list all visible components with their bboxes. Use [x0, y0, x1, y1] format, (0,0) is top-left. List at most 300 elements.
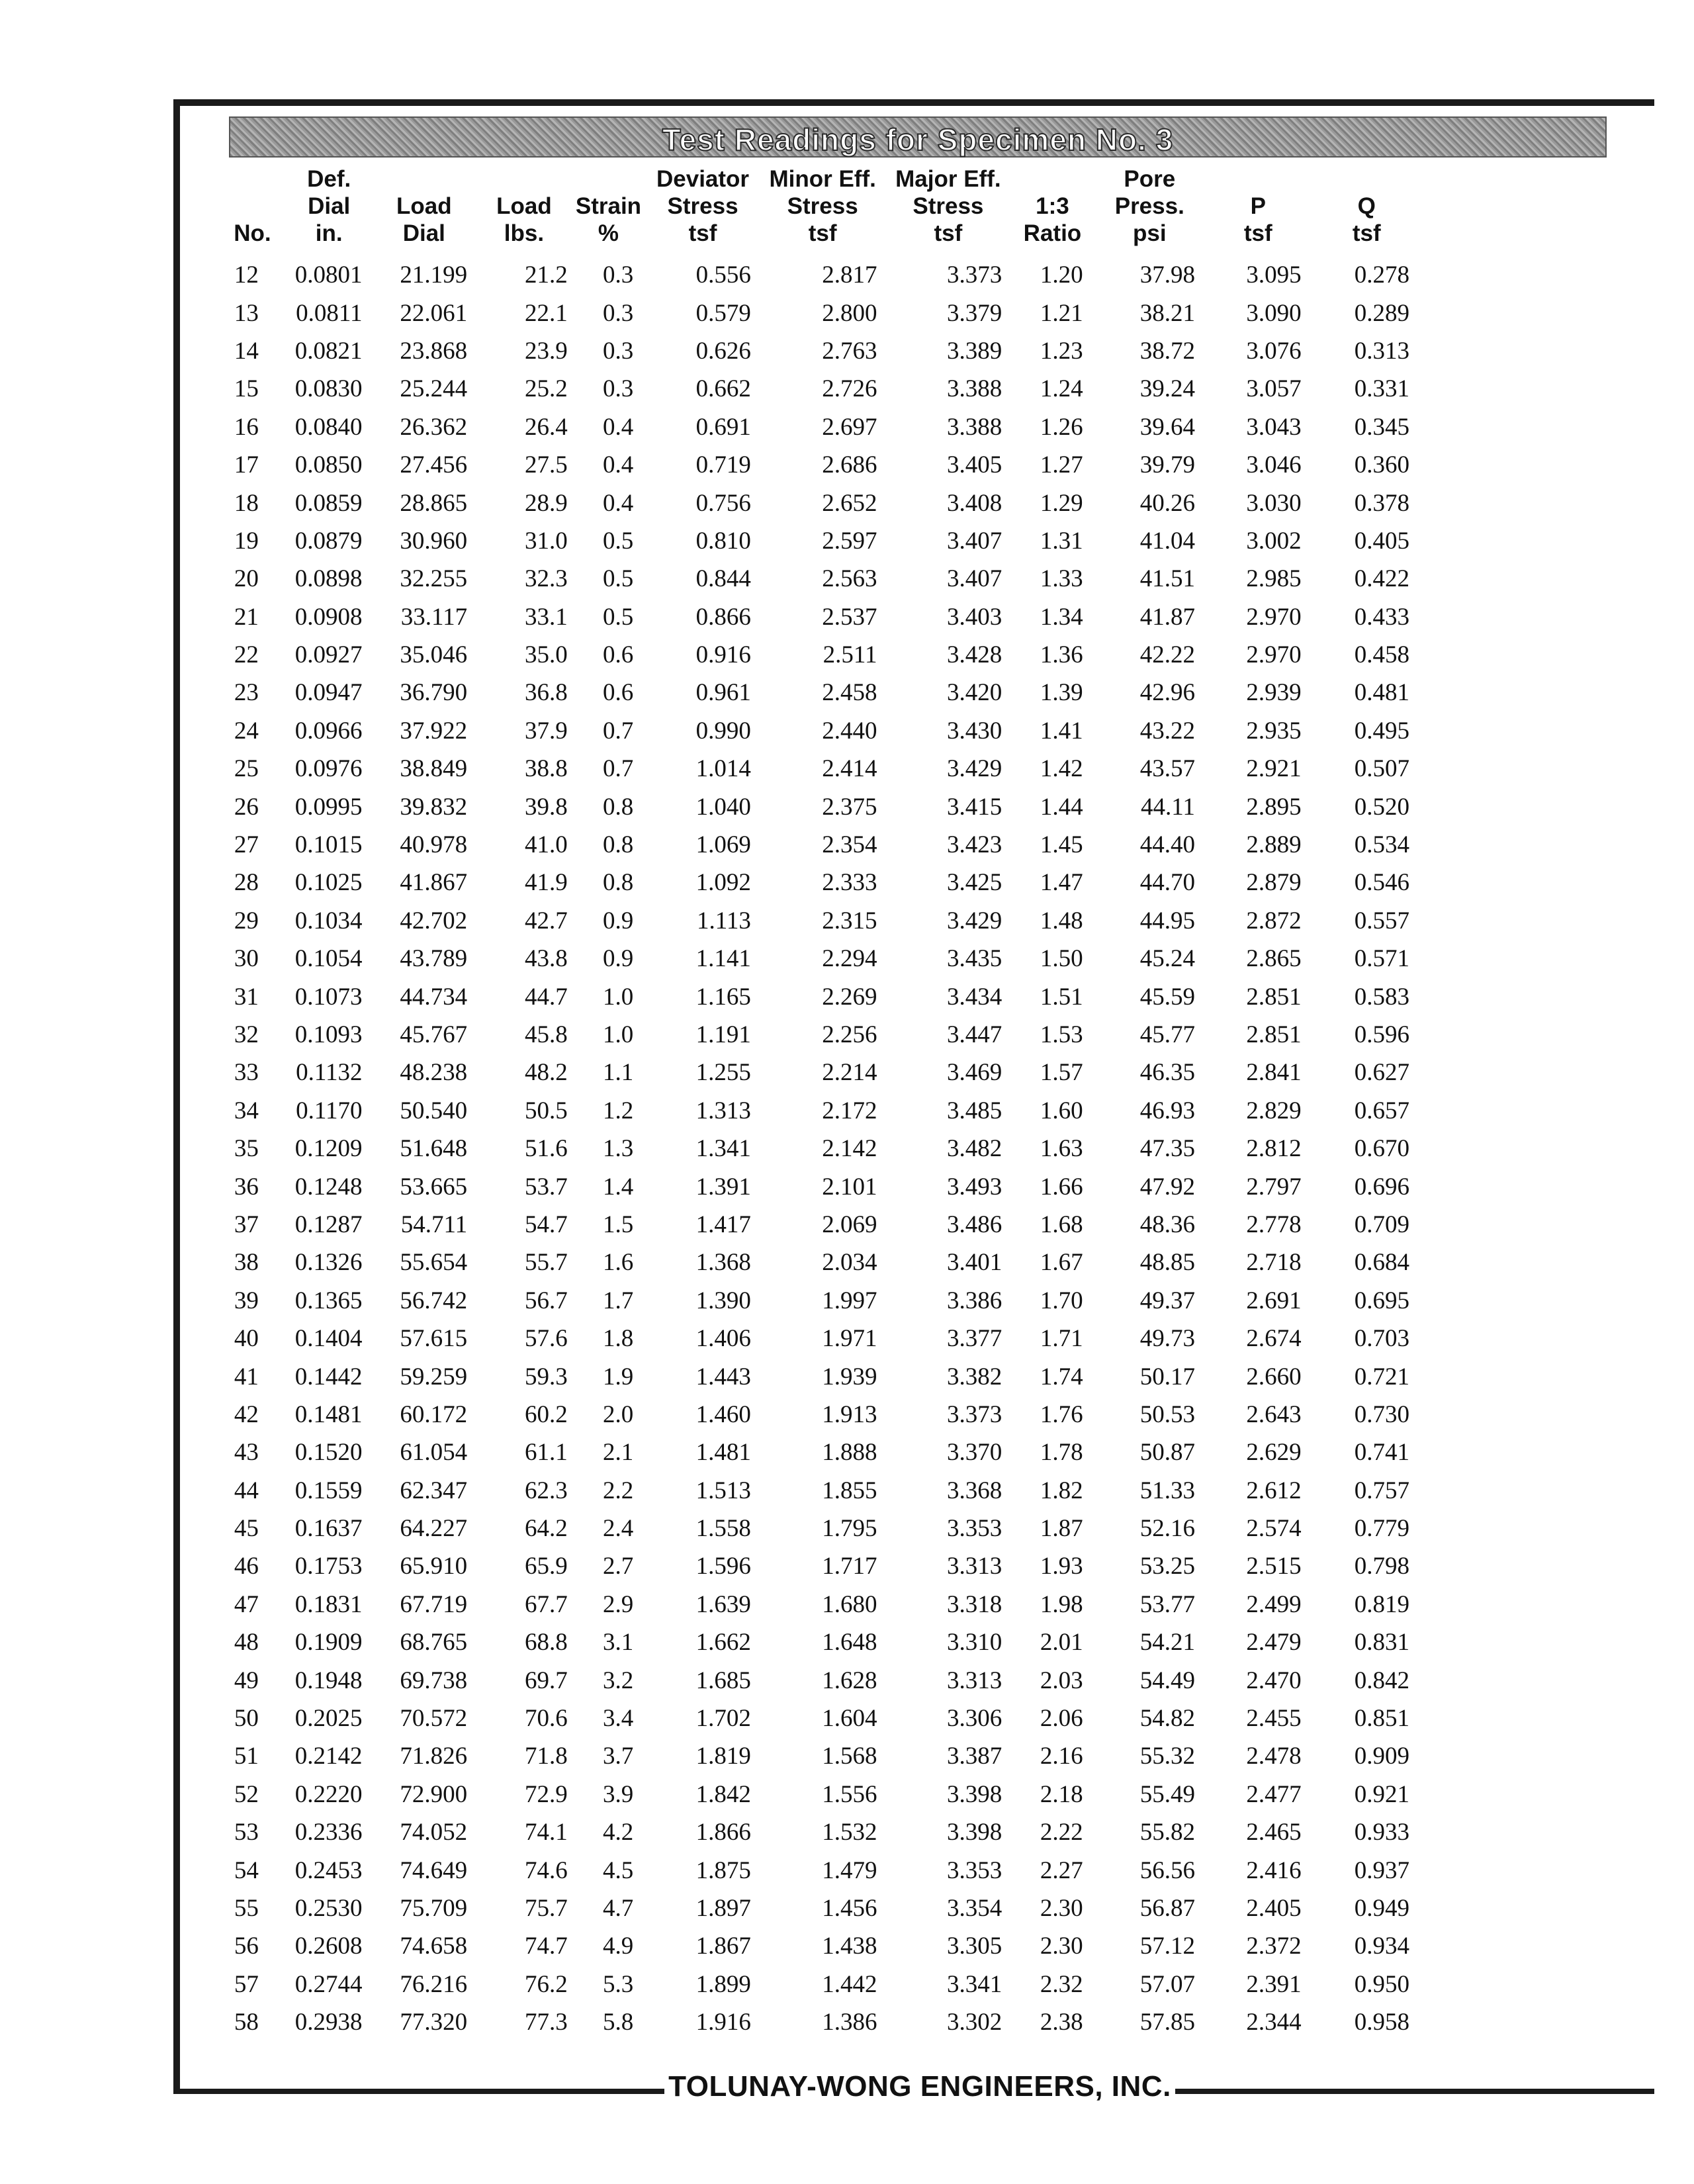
table-header-row: [218, 165, 1423, 256]
cell-strain: 2.1: [602, 1439, 634, 1467]
cell-deviator-stress: 0.990: [695, 717, 751, 745]
cell-load-lbs: 54.7: [525, 1210, 568, 1238]
cell-deviator-stress: 1.867: [695, 1933, 751, 1960]
cell-q: 0.741: [1354, 1439, 1409, 1467]
cell-minor-eff-stress: 2.034: [822, 1249, 877, 1277]
cell-major-eff-stress: 3.387: [947, 1743, 1003, 1770]
cell-pore-press: 50.87: [1139, 1439, 1195, 1467]
cell-ratio: 1.31: [1040, 527, 1083, 555]
cell-pore-press: 53.77: [1139, 1590, 1195, 1618]
table-row: [218, 1472, 1423, 1510]
table-row: [218, 408, 1423, 446]
cell-no: 48: [234, 1629, 259, 1657]
table-row: [218, 1016, 1423, 1054]
cell-strain: 1.1: [602, 1059, 634, 1087]
cell-load-lbs: 60.2: [525, 1400, 568, 1428]
cell-load-dial: 21.199: [400, 261, 468, 289]
cell-p: 2.935: [1246, 717, 1302, 745]
cell-load-lbs: 44.7: [525, 983, 568, 1011]
cell-p: 2.851: [1246, 1021, 1302, 1048]
cell-minor-eff-stress: 2.172: [822, 1097, 877, 1124]
cell-def-dial: 0.1054: [294, 945, 363, 973]
cell-ratio: 2.01: [1040, 1629, 1083, 1657]
cell-p: 2.499: [1246, 1590, 1302, 1618]
cell-ratio: 1.27: [1040, 451, 1083, 479]
cell-q: 0.458: [1354, 641, 1409, 669]
cell-load-lbs: 70.6: [525, 1705, 568, 1733]
cell-strain: 0.3: [602, 375, 634, 403]
cell-def-dial: 0.0898: [294, 565, 363, 593]
cell-def-dial: 0.1015: [294, 831, 363, 859]
cell-pore-press: 41.04: [1139, 527, 1195, 555]
table-row: [218, 1167, 1423, 1205]
cell-load-lbs: 74.1: [525, 1819, 568, 1846]
cell-major-eff-stress: 3.430: [947, 717, 1003, 745]
cell-def-dial: 0.1365: [294, 1287, 363, 1314]
cell-load-dial: 48.238: [400, 1059, 468, 1087]
cell-major-eff-stress: 3.389: [947, 337, 1003, 365]
cell-minor-eff-stress: 2.269: [822, 983, 877, 1011]
cell-major-eff-stress: 3.408: [947, 489, 1003, 517]
cell-pore-press: 47.35: [1139, 1135, 1195, 1163]
cell-strain: 1.5: [602, 1210, 634, 1238]
cell-major-eff-stress: 3.428: [947, 641, 1003, 669]
table-row: [218, 902, 1423, 940]
cell-p: 2.416: [1246, 1856, 1302, 1884]
cell-def-dial: 0.1831: [294, 1590, 363, 1618]
cell-load-dial: 70.572: [400, 1705, 468, 1733]
column-header-ratio: 1:3 Ratio: [1023, 193, 1082, 246]
banner-title: Test Readings for Specimen No. 3: [662, 122, 1174, 157]
cell-load-lbs: 38.8: [525, 755, 568, 783]
cell-q: 0.949: [1354, 1894, 1409, 1922]
cell-no: 23: [234, 679, 259, 707]
cell-minor-eff-stress: 1.442: [822, 1970, 877, 1998]
table-row: [218, 1092, 1423, 1130]
cell-strain: 2.4: [602, 1515, 634, 1543]
cell-major-eff-stress: 3.313: [947, 1553, 1003, 1580]
cell-p: 2.465: [1246, 1819, 1302, 1846]
cell-strain: 1.0: [602, 983, 634, 1011]
cell-major-eff-stress: 3.423: [947, 831, 1003, 859]
cell-load-dial: 54.711: [400, 1210, 468, 1238]
cell-no: 51: [234, 1743, 259, 1770]
cell-load-lbs: 43.8: [525, 945, 568, 973]
cell-p: 2.391: [1246, 1970, 1302, 1998]
cell-pore-press: 41.51: [1139, 565, 1195, 593]
cell-def-dial: 0.0995: [294, 793, 363, 821]
cell-strain: 0.4: [602, 451, 634, 479]
cell-major-eff-stress: 3.447: [947, 1021, 1003, 1048]
cell-ratio: 1.60: [1040, 1097, 1083, 1124]
cell-deviator-stress: 1.040: [695, 793, 751, 821]
cell-load-dial: 27.456: [400, 451, 468, 479]
cell-q: 0.360: [1354, 451, 1409, 479]
cell-deviator-stress: 1.460: [695, 1400, 751, 1428]
cell-pore-press: 40.26: [1139, 489, 1195, 517]
cell-deviator-stress: 1.313: [695, 1097, 751, 1124]
cell-no: 20: [234, 565, 259, 593]
cell-load-lbs: 41.9: [525, 869, 568, 897]
column-header-p: P tsf: [1243, 193, 1272, 246]
cell-q: 0.709: [1354, 1210, 1409, 1238]
cell-def-dial: 0.1209: [294, 1135, 363, 1163]
cell-pore-press: 55.49: [1139, 1780, 1195, 1808]
table-row: [218, 864, 1423, 901]
cell-strain: 0.5: [602, 603, 634, 631]
cell-load-lbs: 57.6: [525, 1325, 568, 1353]
cell-no: 14: [234, 337, 259, 365]
column-header-pore-press: Pore Press. psi: [1114, 166, 1184, 246]
cell-q: 0.278: [1354, 261, 1409, 289]
cell-ratio: 1.66: [1040, 1173, 1083, 1201]
cell-load-dial: 62.347: [400, 1477, 468, 1504]
cell-pore-press: 57.85: [1139, 2009, 1195, 2036]
table-row: [218, 1054, 1423, 1091]
cell-q: 0.757: [1354, 1477, 1409, 1504]
cell-deviator-stress: 1.558: [695, 1515, 751, 1543]
cell-strain: 2.7: [602, 1553, 634, 1580]
cell-pore-press: 41.87: [1139, 603, 1195, 631]
cell-pore-press: 48.85: [1139, 1249, 1195, 1277]
table-row: [218, 1700, 1423, 1737]
cell-strain: 2.0: [602, 1400, 634, 1428]
cell-minor-eff-stress: 2.537: [822, 603, 877, 631]
cell-q: 0.684: [1354, 1249, 1409, 1277]
cell-strain: 2.2: [602, 1477, 634, 1504]
cell-load-dial: 38.849: [400, 755, 468, 783]
cell-no: 12: [234, 261, 259, 289]
cell-strain: 3.9: [602, 1780, 634, 1808]
cell-p: 2.851: [1246, 983, 1302, 1011]
cell-no: 52: [234, 1780, 259, 1808]
cell-minor-eff-stress: 2.414: [822, 755, 877, 783]
cell-major-eff-stress: 3.415: [947, 793, 1003, 821]
cell-deviator-stress: 0.579: [695, 299, 751, 327]
cell-load-dial: 26.362: [400, 413, 468, 441]
cell-load-lbs: 69.7: [525, 1666, 568, 1694]
cell-load-dial: 53.665: [400, 1173, 468, 1201]
cell-pore-press: 43.22: [1139, 717, 1195, 745]
cell-no: 50: [234, 1705, 259, 1733]
cell-def-dial: 0.0927: [294, 641, 363, 669]
cell-strain: 0.5: [602, 527, 634, 555]
cell-minor-eff-stress: 1.795: [822, 1515, 877, 1543]
cell-load-lbs: 61.1: [525, 1439, 568, 1467]
cell-pore-press: 57.12: [1139, 1933, 1195, 1960]
cell-minor-eff-stress: 1.532: [822, 1819, 877, 1846]
cell-minor-eff-stress: 2.458: [822, 679, 877, 707]
cell-def-dial: 0.1442: [294, 1363, 363, 1390]
cell-minor-eff-stress: 2.686: [822, 451, 877, 479]
cell-def-dial: 0.1326: [294, 1249, 363, 1277]
cell-def-dial: 0.1287: [294, 1210, 363, 1238]
cell-major-eff-stress: 3.403: [947, 603, 1003, 631]
cell-no: 33: [234, 1059, 259, 1087]
cell-load-dial: 28.865: [400, 489, 468, 517]
cell-major-eff-stress: 3.353: [947, 1515, 1003, 1543]
cell-minor-eff-stress: 1.648: [822, 1629, 877, 1657]
cell-load-dial: 22.061: [400, 299, 468, 327]
cell-pore-press: 39.64: [1139, 413, 1195, 441]
cell-minor-eff-stress: 1.628: [822, 1666, 877, 1694]
frame-top-rule: [173, 99, 1654, 106]
cell-major-eff-stress: 3.485: [947, 1097, 1003, 1124]
cell-p: 2.778: [1246, 1210, 1302, 1238]
cell-minor-eff-stress: 1.604: [822, 1705, 877, 1733]
cell-deviator-stress: 1.014: [695, 755, 751, 783]
cell-major-eff-stress: 3.482: [947, 1135, 1003, 1163]
cell-strain: 1.9: [602, 1363, 634, 1390]
cell-load-lbs: 62.3: [525, 1477, 568, 1504]
cell-deviator-stress: 1.702: [695, 1705, 751, 1733]
cell-p: 3.002: [1246, 527, 1302, 555]
cell-minor-eff-stress: 1.568: [822, 1743, 877, 1770]
cell-strain: 2.9: [602, 1590, 634, 1618]
cell-no: 35: [234, 1135, 259, 1163]
cell-load-lbs: 45.8: [525, 1021, 568, 1048]
cell-load-lbs: 53.7: [525, 1173, 568, 1201]
cell-minor-eff-stress: 2.214: [822, 1059, 877, 1087]
cell-def-dial: 0.0821: [294, 337, 363, 365]
cell-strain: 1.8: [602, 1325, 634, 1353]
cell-pore-press: 39.24: [1139, 375, 1195, 403]
cell-q: 0.703: [1354, 1325, 1409, 1353]
footer-company-name: TOLUNAY-WONG ENGINEERS, INC.: [668, 2070, 1171, 2103]
cell-pore-press: 38.72: [1139, 337, 1195, 365]
cell-pore-press: 42.96: [1139, 679, 1195, 707]
cell-pore-press: 42.22: [1139, 641, 1195, 669]
cell-ratio: 1.26: [1040, 413, 1083, 441]
cell-q: 0.958: [1354, 2009, 1409, 2036]
cell-minor-eff-stress: 2.597: [822, 527, 877, 555]
cell-load-lbs: 51.6: [525, 1135, 568, 1163]
cell-major-eff-stress: 3.302: [947, 2009, 1003, 2036]
cell-major-eff-stress: 3.425: [947, 869, 1003, 897]
cell-no: 47: [234, 1590, 259, 1618]
cell-no: 27: [234, 831, 259, 859]
cell-def-dial: 0.1909: [294, 1629, 363, 1657]
cell-def-dial: 0.1481: [294, 1400, 363, 1428]
cell-q: 0.557: [1354, 907, 1409, 934]
cell-def-dial: 0.1025: [294, 869, 363, 897]
cell-def-dial: 0.2025: [294, 1705, 363, 1733]
table-row: [218, 1889, 1423, 1927]
cell-strain: 0.8: [602, 831, 634, 859]
cell-major-eff-stress: 3.493: [947, 1173, 1003, 1201]
cell-def-dial: 0.2744: [294, 1970, 363, 1998]
cell-def-dial: 0.2608: [294, 1933, 363, 1960]
cell-no: 17: [234, 451, 259, 479]
cell-minor-eff-stress: 2.142: [822, 1135, 877, 1163]
cell-minor-eff-stress: 2.294: [822, 945, 877, 973]
cell-deviator-stress: 1.596: [695, 1553, 751, 1580]
cell-ratio: 2.18: [1040, 1780, 1083, 1808]
cell-deviator-stress: 1.113: [696, 907, 751, 934]
cell-q: 0.313: [1354, 337, 1409, 365]
cell-deviator-stress: 0.961: [695, 679, 751, 707]
cell-strain: 1.6: [602, 1249, 634, 1277]
cell-p: 3.095: [1246, 261, 1302, 289]
column-header-deviator-stress: Deviator Stress tsf: [656, 166, 750, 246]
cell-major-eff-stress: 3.420: [947, 679, 1003, 707]
table-row: [218, 788, 1423, 825]
cell-ratio: 1.21: [1040, 299, 1083, 327]
cell-no: 22: [234, 641, 259, 669]
cell-load-dial: 37.922: [400, 717, 468, 745]
column-header-load-dial: Load Dial: [396, 193, 452, 246]
cell-major-eff-stress: 3.341: [947, 1970, 1003, 1998]
cell-q: 0.596: [1354, 1021, 1409, 1048]
table-row: [218, 1661, 1423, 1699]
cell-major-eff-stress: 3.313: [947, 1666, 1003, 1694]
column-header-major-eff-stress: Major Eff. Stress tsf: [895, 166, 1001, 246]
cell-p: 2.574: [1246, 1515, 1302, 1543]
cell-deviator-stress: 1.639: [695, 1590, 751, 1618]
cell-load-dial: 44.734: [400, 983, 468, 1011]
cell-load-lbs: 76.2: [525, 1970, 568, 1998]
cell-load-lbs: 74.7: [525, 1933, 568, 1960]
cell-def-dial: 0.2220: [294, 1780, 363, 1808]
cell-q: 0.481: [1354, 679, 1409, 707]
cell-q: 0.495: [1354, 717, 1409, 745]
cell-load-dial: 74.052: [400, 1819, 468, 1846]
cell-pore-press: 49.73: [1139, 1325, 1195, 1353]
cell-load-lbs: 33.1: [525, 603, 568, 631]
cell-minor-eff-stress: 1.939: [822, 1363, 877, 1390]
cell-no: 13: [234, 299, 259, 327]
cell-load-lbs: 21.2: [525, 261, 568, 289]
cell-deviator-stress: 0.626: [695, 337, 751, 365]
cell-load-lbs: 32.3: [525, 565, 568, 593]
cell-def-dial: 0.0830: [294, 375, 363, 403]
column-header-minor-eff-stress: Minor Eff. Stress tsf: [769, 166, 876, 246]
cell-no: 55: [234, 1894, 259, 1922]
cell-q: 0.433: [1354, 603, 1409, 631]
cell-p: 3.043: [1246, 413, 1302, 441]
cell-minor-eff-stress: 1.438: [822, 1933, 877, 1960]
table-row: [218, 446, 1423, 484]
cell-def-dial: 0.2336: [294, 1819, 363, 1846]
cell-strain: 5.3: [602, 1970, 634, 1998]
cell-minor-eff-stress: 1.717: [822, 1553, 877, 1580]
cell-deviator-stress: 0.756: [695, 489, 751, 517]
cell-no: 32: [234, 1021, 259, 1048]
cell-pore-press: 38.21: [1139, 299, 1195, 327]
cell-p: 2.515: [1246, 1553, 1302, 1580]
cell-deviator-stress: 1.513: [695, 1477, 751, 1504]
cell-deviator-stress: 0.556: [695, 261, 751, 289]
cell-def-dial: 0.2530: [294, 1894, 363, 1922]
cell-major-eff-stress: 3.429: [947, 755, 1003, 783]
cell-def-dial: 0.1404: [294, 1325, 363, 1353]
cell-pore-press: 50.53: [1139, 1400, 1195, 1428]
cell-load-lbs: 26.4: [525, 413, 568, 441]
cell-minor-eff-stress: 1.997: [822, 1287, 877, 1314]
table-row: [218, 1737, 1423, 1775]
cell-p: 2.405: [1246, 1894, 1302, 1922]
cell-p: 2.479: [1246, 1629, 1302, 1657]
cell-deviator-stress: 0.810: [695, 527, 751, 555]
cell-pore-press: 56.87: [1139, 1894, 1195, 1922]
cell-minor-eff-stress: 2.354: [822, 831, 877, 859]
cell-deviator-stress: 1.866: [695, 1819, 751, 1846]
cell-deviator-stress: 0.691: [695, 413, 751, 441]
table-row: [218, 1510, 1423, 1547]
cell-minor-eff-stress: 2.652: [822, 489, 877, 517]
cell-deviator-stress: 1.368: [695, 1249, 751, 1277]
cell-pore-press: 45.24: [1139, 945, 1195, 973]
table-row: [218, 1927, 1423, 1965]
cell-q: 0.851: [1354, 1705, 1409, 1733]
cell-def-dial: 0.2453: [294, 1856, 363, 1884]
cell-minor-eff-stress: 1.479: [822, 1856, 877, 1884]
table-row: [218, 1851, 1423, 1889]
cell-ratio: 1.24: [1040, 375, 1083, 403]
cell-p: 2.372: [1246, 1933, 1302, 1960]
cell-load-dial: 77.320: [400, 2009, 468, 2036]
cell-q: 0.289: [1354, 299, 1409, 327]
cell-major-eff-stress: 3.306: [947, 1705, 1003, 1733]
cell-deviator-stress: 1.255: [695, 1059, 751, 1087]
cell-no: 18: [234, 489, 259, 517]
table-row: [218, 2003, 1423, 2041]
cell-load-lbs: 67.7: [525, 1590, 568, 1618]
cell-ratio: 2.27: [1040, 1856, 1083, 1884]
cell-p: 3.046: [1246, 451, 1302, 479]
cell-p: 2.455: [1246, 1705, 1302, 1733]
cell-ratio: 1.67: [1040, 1249, 1083, 1277]
cell-strain: 1.0: [602, 1021, 634, 1048]
cell-minor-eff-stress: 1.386: [822, 2009, 877, 2036]
cell-deviator-stress: 0.719: [695, 451, 751, 479]
cell-pore-press: 54.49: [1139, 1666, 1195, 1694]
cell-ratio: 1.70: [1040, 1287, 1083, 1314]
cell-strain: 1.2: [602, 1097, 634, 1124]
cell-pore-press: 48.36: [1139, 1210, 1195, 1238]
cell-no: 41: [234, 1363, 259, 1390]
cell-strain: 5.8: [602, 2009, 634, 2036]
column-header-q: Q tsf: [1352, 193, 1381, 246]
table-row: [218, 750, 1423, 788]
cell-no: 19: [234, 527, 259, 555]
cell-deviator-stress: 1.390: [695, 1287, 751, 1314]
cell-load-lbs: 75.7: [525, 1894, 568, 1922]
cell-strain: 4.9: [602, 1933, 634, 1960]
cell-pore-press: 47.92: [1139, 1173, 1195, 1201]
cell-load-lbs: 64.2: [525, 1515, 568, 1543]
cell-def-dial: 0.1637: [294, 1515, 363, 1543]
cell-no: 15: [234, 375, 259, 403]
cell-def-dial: 0.0947: [294, 679, 363, 707]
cell-pore-press: 50.17: [1139, 1363, 1195, 1390]
cell-q: 0.331: [1354, 375, 1409, 403]
cell-p: 2.921: [1246, 755, 1302, 783]
cell-def-dial: 0.1093: [294, 1021, 363, 1048]
cell-ratio: 1.44: [1040, 793, 1083, 821]
cell-no: 25: [234, 755, 259, 783]
cell-major-eff-stress: 3.379: [947, 299, 1003, 327]
cell-pore-press: 57.07: [1139, 1970, 1195, 1998]
cell-def-dial: 0.2938: [294, 2009, 363, 2036]
cell-load-dial: 72.900: [400, 1780, 468, 1808]
cell-major-eff-stress: 3.377: [947, 1325, 1003, 1353]
cell-def-dial: 0.2142: [294, 1743, 363, 1770]
cell-load-lbs: 68.8: [525, 1629, 568, 1657]
cell-ratio: 1.57: [1040, 1059, 1083, 1087]
cell-no: 57: [234, 1970, 259, 1998]
cell-q: 0.657: [1354, 1097, 1409, 1124]
